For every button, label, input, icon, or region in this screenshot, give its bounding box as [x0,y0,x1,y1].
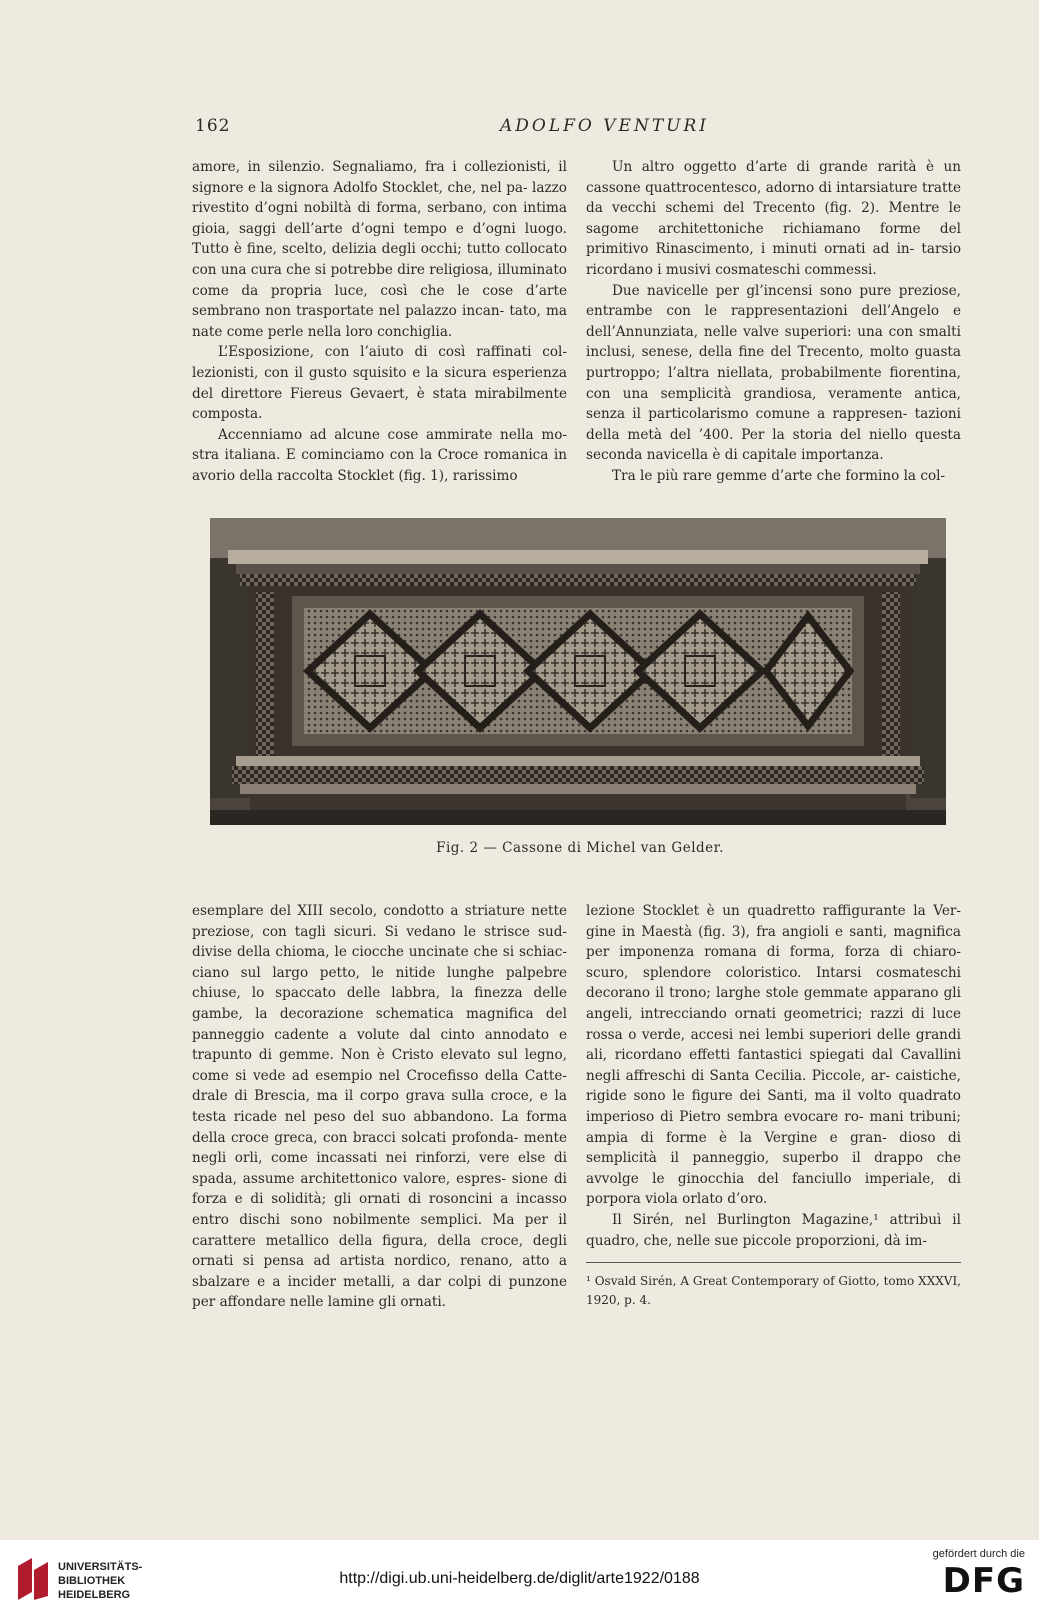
text-column-top-right [586,157,961,487]
paragraph: Accenniamo ad alcune cose ammirate nella mo- stra italiana. E cominciamo con la Croce romanica in avorio della raccolta Stocklet (fig. 1), rarissimo [192,426,567,484]
paragraph: Due navicelle per gl’incensi sono pure preziose, entrambe con le rappresentazioni dell’Angelo e dell’Annunziata, nelle valve superiori: una con smalti inclusi, senese, della fine del Trecento, molto guasta purtroppo; l’altra niellata, probabilmente fiorentina, con una semplicità grandiosa, veramente antica, senza il particolarismo comune a rappresen- tazioni della metà del ’400. Per la storia del niello questa seconda navicella è di capitale importanza. [586,282,961,464]
paragraph: lezione Stocklet è un quadretto raffigurante la Ver- gine in Maestà (fig. 3), fra angioli e santi, magnifica per imponenza romana di forma, forza di chiaro- scuro, splendore coloristico. Intarsi cosmateschi decorano il trono; larghe stole gemmate apparano gli angeli, intrecciando ornati geometrici; razzi di luce rossa o verde, accesi nei lembi superiori delle grandi ali, ricordano effetti fantastici spiegati dal Cavallini negli affreschi di Santa Cecilia. Piccole, ar- caistiche, rigide sono le figure dei Santi, ma il volto quadrato imperioso di Pietro sembra evocare ro- mani tribuni; ampia di forme è la Vergine e gran- dioso di semplicità il panneggio, superbo il drappo che avvolge le ginocchia del fanciullo imperiale, di porpora viola orlato d’oro. [586,903,961,1208]
dfg-wordmark: DFG [942,1561,1025,1601]
library-name-line: UNIVERSITÄTS- [58,1561,143,1573]
funded-by-label: gefördert durch die [932,1548,1025,1560]
paragraph: amore, in silenzio. Segnaliamo, fra i collezionisti, il signore e la signora Adolfo Stocklet, che, nel pa- lazzo rivestito d’ogni nobiltà di forma, serbano, con intima gioia, saggi dell’arte d’ogni tempo e d’ogni luogo. Tutto è fine, scelto, delizia degli occhi; tutto collocato con una cura che si potrebbe dire religiosa, illuminato come da propria luce, così che le cose d’arte sembrano non trasportate nel palazzo incan- tato, ma nate come perle nella loro conchiglia. [192,159,567,340]
paragraph: Tra le più rare gemme d’arte che formino la col- [612,467,946,484]
cassone-photograph [210,518,946,825]
text-column-bottom-right [586,901,961,1251]
text-column-top-left [192,157,567,487]
digitization-footer [0,1540,1039,1617]
running-head [195,116,974,140]
running-title: ADOLFO VENTURI [499,116,709,136]
permalink-url[interactable]: http://digi.ub.uni-heidelberg.de/diglit/arte1922/0188 [339,1570,700,1587]
footnote-divider [586,1262,961,1263]
cassone-illustration [210,518,946,825]
figure-caption: Fig. 2 — Cassone di Michel van Gelder. [436,840,724,856]
dfg-logo[interactable] [910,1548,1025,1610]
paragraph: L’Esposizione, con l’aiuto di così raffinati col- lezionisti, con il gusto squisito e la sicura esperienza del direttore Fiereus Gevaert, è stata mirabilmente composta. [192,344,567,423]
page-number: 162 [195,116,231,136]
library-name-line: BIBLIOTHEK [58,1575,126,1587]
text-column-bottom-left [192,901,567,1313]
paragraph: esemplare del XIII secolo, condotto a striature nette preziose, con tagli sicuri. Si vedano le strisce sud- divise della chioma, le ciocche uncinate che si schiac- ciano sul largo petto, le nitide lunghe palpebre chiuse, lo spaccato delle labbra, la finezza delle gambe, la decorazione schematica magnifica del panneggio cadente a volute dal cinto annodato e trapunto di gemme. Non è Cristo elevato sul legno, come si vede ad esempio nel Crocefisso della Catte- drale di Brescia, ma il corpo grava sulla croce, e la testa ricade nel peso del suo abbandono. La forma della croce greca, con bracci solcati profonda- mente negli orli, come incassati nei rinforzi, vere else di spada, assume architettonico valore, espres- sione di forza e di solidità; gli ornati di rosoncini a incasso entro dischi sono nobilmente semplici. Ma per il carattere metallico della figura, della croce, degli ornati si pensa ad artista nordico, renano, atto a sbalzare e a incider metalli, a dar colpi di punzone per affondare nelle lamine gli ornati. [192,903,567,1311]
library-name-line: HEIDELBERG [58,1589,131,1601]
paragraph: Un altro oggetto d’arte di grande rarità è un cassone quattrocentesco, adorno di intarsiature tratte da vecchi schemi del Trecento (fig. 2). Mentre le sagome architettoniche richiamano forme del primitivo Rinascimento, i minuti ornati ad in- tarsio ricordano i musivi cosmateschi commessi. [586,159,961,278]
footnote: ¹ Osvald Sirén, A Great Contemporary of Giotto, tomo XXXVI, 1920, p. 4. [586,1274,961,1307]
paragraph: Il Sirén, nel Burlington Magazine,¹ attribuì il quadro, che, nelle sue piccole proporzioni, dà im- [586,1211,961,1249]
